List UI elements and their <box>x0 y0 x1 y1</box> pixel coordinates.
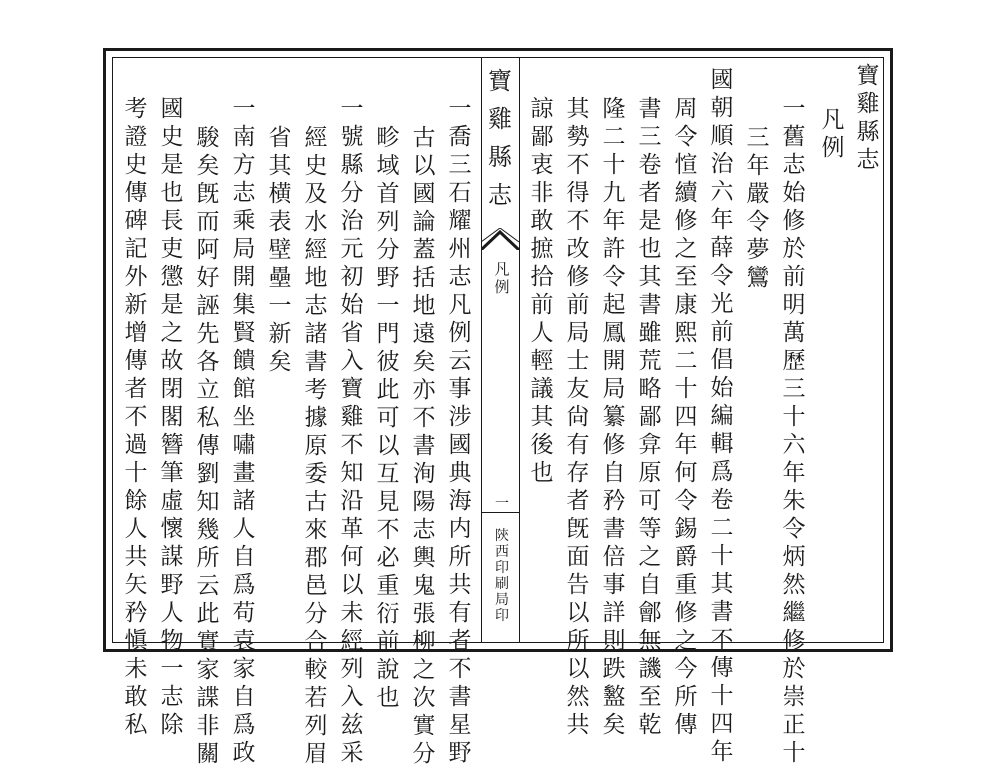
text-column: 國朝順治六年薛令光前倡始編輯爲卷二十其書不傳十四年 <box>710 67 734 765</box>
text-column: 駿矣旣而阿好誣先各立私傳劉知幾所云此實家諜非關 <box>196 125 220 767</box>
banxin-section: 凡例 <box>494 260 510 296</box>
text-column: 其勢不得不改修前局士友尙有存者旣面告以所以然共 <box>566 96 590 738</box>
fishtail-icon <box>481 228 519 250</box>
text-column: 國史是也長吏懲是之故閉閣簪筆虛懷謀野人物一志除 <box>160 96 184 738</box>
banxin-right-line <box>519 57 520 643</box>
text-column: 一號縣分治元初始省入寶雞不知沿革何以未經列入兹采 <box>340 96 364 766</box>
folio-number: 一 <box>495 496 509 512</box>
running-head: 寶雞縣志 <box>856 63 880 173</box>
text-column: 一舊志始修於前明萬歷三十六年朱令炳然繼修於崇正十 <box>782 96 806 766</box>
banxin-book-title: 寶雞縣志 <box>488 67 512 209</box>
text-column: 一南方志乘局開集賢饋館坐嘯畫諸人自爲苟袁家自爲政 <box>232 96 256 766</box>
text-column: 考證史傳碑記外新增傳者不過十餘人共矢矜愼未敢私 <box>124 96 148 738</box>
banxin-left-line <box>481 57 482 643</box>
text-column: 經史及水經地志諸書考據原委古來郡邑分合較若列眉 <box>304 125 328 767</box>
text-column: 省其横表壁壘一新矣 <box>268 125 292 375</box>
section-title: 凡例 <box>821 107 845 161</box>
text-column: 隆二十九年許令起鳳開局纂修自矜書倍事詳則跌盭矣 <box>602 96 626 738</box>
printer-mark: 陝西印刷局印 <box>495 528 509 624</box>
text-column: 畛域首列分野一門彼此可以互見不必重衍前說也 <box>376 125 400 711</box>
text-column: 周令愃續修之至康熙二十四年何令錫爵重修之今所傳 <box>674 96 698 738</box>
text-column: 三年嚴令夢鸞 <box>746 125 770 291</box>
text-column: 古以國論蓋括地遠矣亦不書洵陽志輿鬼張柳之次實分 <box>412 125 436 767</box>
text-column: 諒鄙衷非敢摭拾前人輕議其後也 <box>530 96 554 486</box>
banxin-divider <box>481 512 519 521</box>
text-column: 書三卷者是也其書雖荒略鄙弇原可等之自鄶無譏至乾 <box>638 96 662 738</box>
text-column: 一喬三石耀州志凡例云事涉國典海内所共有者不書星野 <box>448 96 472 766</box>
